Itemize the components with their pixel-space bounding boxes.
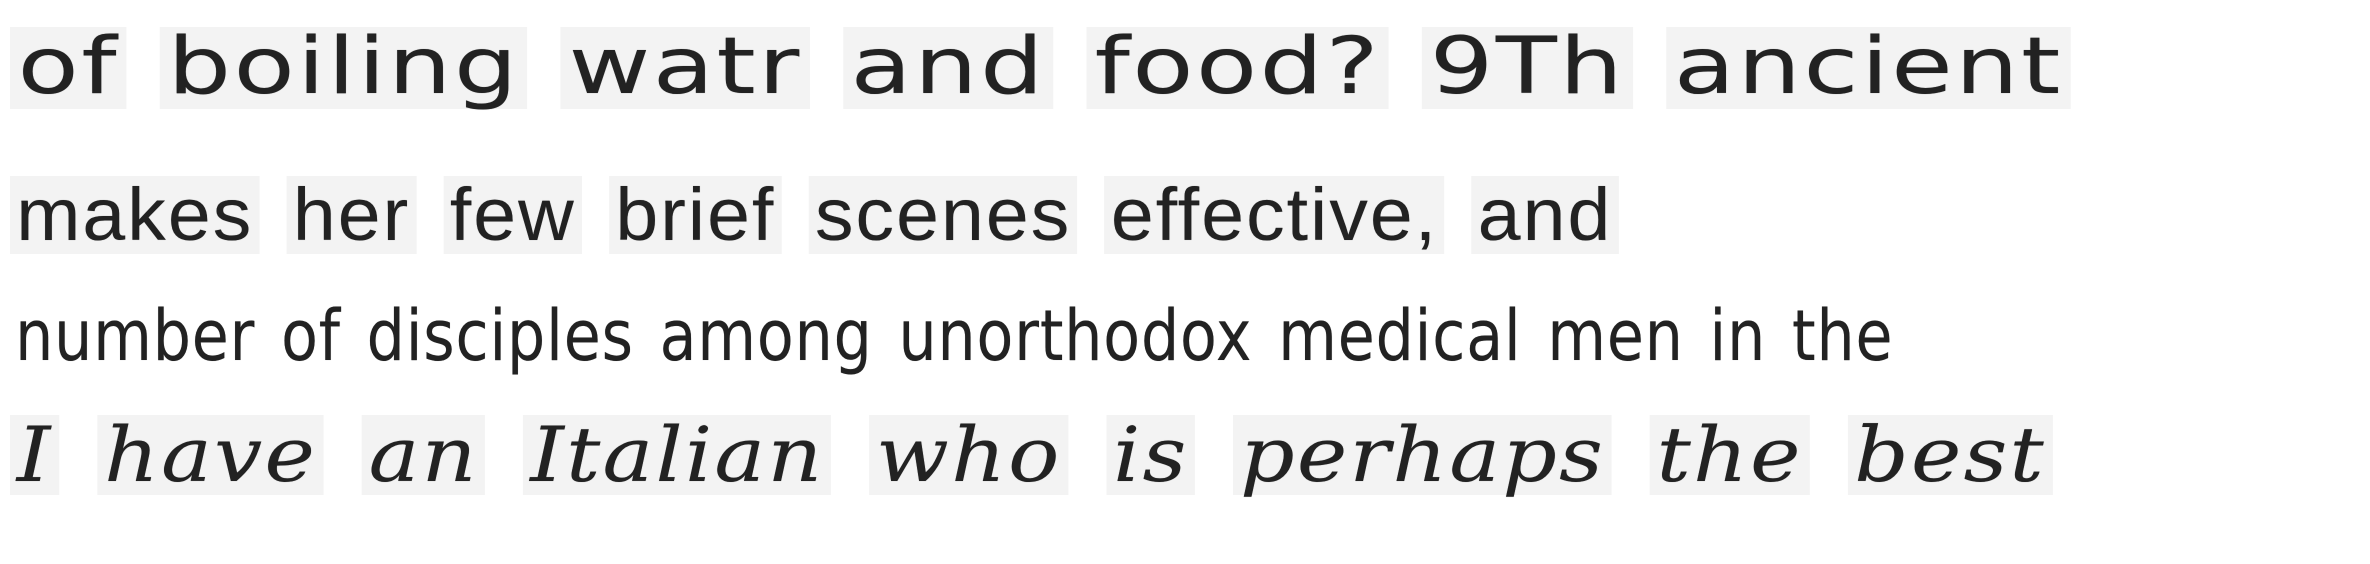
word: an xyxy=(362,415,485,495)
word: in xyxy=(1709,295,1767,377)
word: few xyxy=(444,176,582,254)
word: among xyxy=(659,295,873,377)
handwritten-line-3 xyxy=(10,295,1894,377)
word: makes xyxy=(10,176,260,254)
word: scenes xyxy=(809,176,1078,254)
word: Italian xyxy=(523,415,831,495)
word: her xyxy=(287,176,417,254)
handwritten-line-1 xyxy=(10,22,2370,112)
word: effective, xyxy=(1105,176,1445,254)
word: of xyxy=(10,27,127,109)
word: food? xyxy=(1087,27,1389,109)
word: brief xyxy=(609,176,782,254)
word: of xyxy=(281,295,341,377)
word: unorthodox xyxy=(898,295,1253,377)
word: medical xyxy=(1278,295,1522,377)
word: disciples xyxy=(366,295,634,377)
handwritten-line-4 xyxy=(10,410,2075,499)
handwritten-line-2 xyxy=(10,172,1928,257)
word: 9Th xyxy=(1422,27,1633,109)
word: number xyxy=(15,295,256,377)
word: men xyxy=(1547,295,1684,377)
word: ancient xyxy=(1666,27,2070,109)
word: is xyxy=(1106,415,1195,495)
word: the xyxy=(1791,295,1894,377)
word: I xyxy=(10,415,59,495)
word: who xyxy=(869,415,1068,495)
word: and xyxy=(1472,176,1619,254)
word: boiling xyxy=(160,27,528,109)
word: have xyxy=(97,415,323,495)
word: best xyxy=(1848,415,2053,495)
word: the xyxy=(1650,415,1810,495)
word: perhaps xyxy=(1233,415,1611,495)
word: watr xyxy=(561,27,810,109)
word: and xyxy=(843,27,1054,109)
